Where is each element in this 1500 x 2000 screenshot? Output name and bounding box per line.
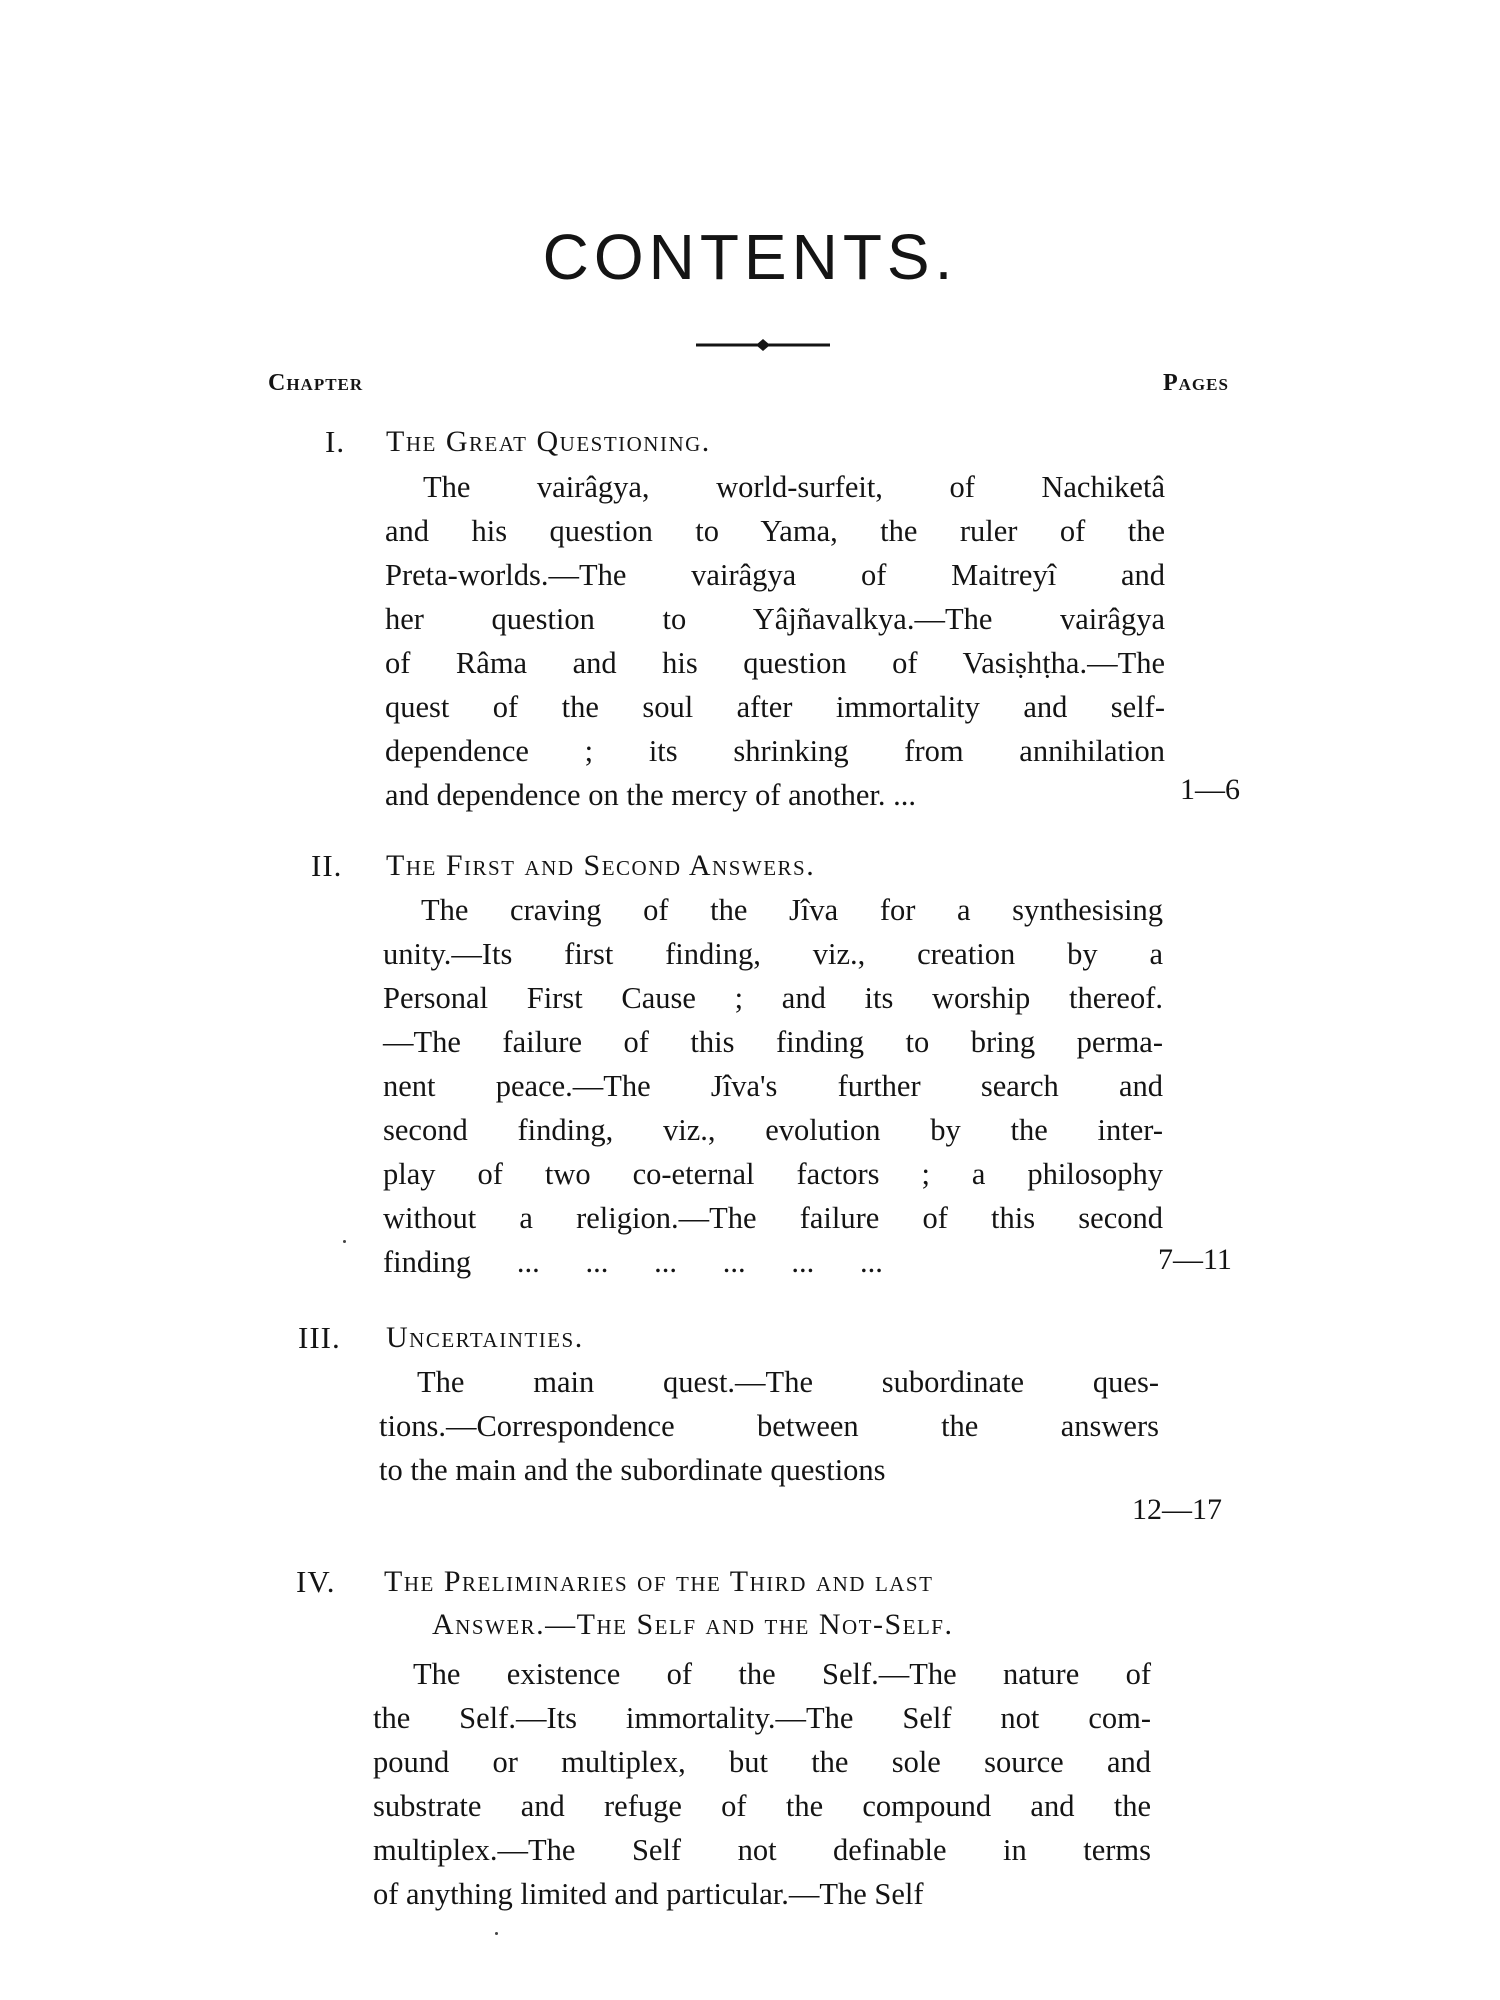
summary-line: and his question to Yama, the ruler of the [385, 514, 1165, 548]
summary-line: of anything limited and particular.—The Self [373, 1877, 924, 1911]
summary-line: the Self.—Its immortality.—The Self not com- [373, 1701, 1151, 1735]
chapter-numeral: IV. [296, 1564, 336, 1599]
summary-line: finding ... ... ... ... ... ... [383, 1245, 883, 1279]
chapter-numeral: III. [298, 1320, 341, 1355]
summary-line: play of two co-eternal factors ; a philosophy [383, 1157, 1163, 1191]
summary-line: quest of the soul after immortality and self- [385, 690, 1165, 724]
page-range: 12—17 [1132, 1493, 1222, 1526]
chapter-heading: The Great Questioning. [386, 425, 711, 458]
chapter-summary [383, 888, 1163, 1284]
summary-line: pound or multiplex, but the sole source and [373, 1745, 1151, 1779]
chapter-numeral: I. [325, 424, 346, 459]
print-speck [495, 1932, 498, 1935]
summary-line: to the main and the subordinate questions [379, 1453, 886, 1487]
chapter-heading: The Preliminaries of the Third and last [384, 1565, 934, 1598]
summary-line: Personal First Cause ; and its worship thereof. [383, 981, 1163, 1015]
summary-line: Preta-worlds.—The vairâgya of Maitreyî and [385, 558, 1165, 592]
summary-line: The craving of the Jîva for a synthesising [421, 893, 1163, 927]
print-speck [343, 1240, 346, 1243]
summary-line: The main quest.—The subordinate ques- [417, 1365, 1159, 1399]
summary-line: without a religion.—The failure of this second [383, 1201, 1163, 1235]
summary-line: of Râma and his question of Vasiṣhṭha.—The [385, 646, 1165, 680]
chapter-summary [379, 1360, 1159, 1492]
summary-line: tions.—Correspondence between the answers [379, 1409, 1159, 1443]
summary-line: nent peace.—The Jîva's further search and [383, 1069, 1163, 1103]
chapter-summary [373, 1652, 1151, 1916]
chapter-summary [385, 465, 1165, 817]
column-header-pages: Pages [1163, 370, 1229, 396]
ornament-divider-icon [696, 338, 830, 352]
summary-line: dependence ; its shrinking from annihilation [385, 734, 1165, 768]
column-header-chapter: Chapter [268, 370, 364, 396]
chapter-numeral: II. [311, 848, 343, 883]
summary-line: The existence of the Self.—The nature of [413, 1657, 1151, 1691]
page-title: CONTENTS. [542, 221, 958, 293]
summary-line: her question to Yâjñavalkya.—The vairâgya [385, 602, 1165, 636]
page-range: 7—11 [1158, 1243, 1232, 1276]
summary-line: The vairâgya, world-surfeit, of Nachiketâ [423, 470, 1165, 504]
chapter-heading-continued: Answer.—The Self and the Not-Self. [432, 1608, 954, 1641]
summary-line: multiplex.—The Self not definable in terms [373, 1833, 1151, 1867]
summary-line: and dependence on the mercy of another. ... [385, 778, 916, 812]
summary-line: —The failure of this finding to bring perma- [383, 1025, 1163, 1059]
summary-line: unity.—Its first finding, viz., creation by a [383, 937, 1163, 971]
summary-line: substrate and refuge of the compound and the [373, 1789, 1151, 1823]
summary-line: second finding, viz., evolution by the inter- [383, 1113, 1163, 1147]
chapter-heading: The First and Second Answers. [386, 849, 816, 882]
chapter-heading: Uncertainties. [386, 1321, 584, 1354]
page-range: 1—6 [1180, 773, 1240, 806]
